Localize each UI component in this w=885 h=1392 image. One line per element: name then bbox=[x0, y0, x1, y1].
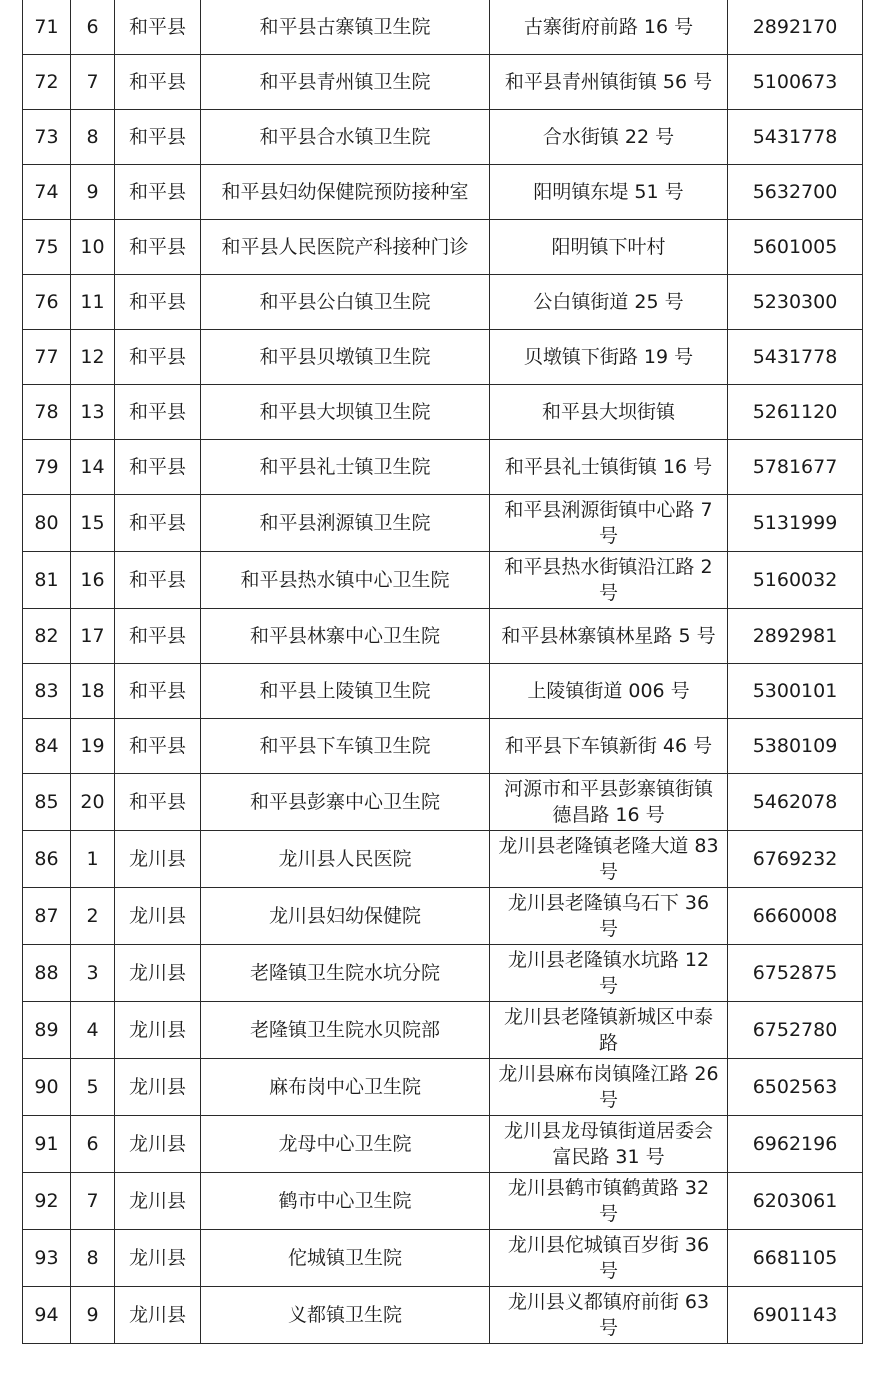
row-number: 84 bbox=[23, 719, 71, 774]
site-name: 和平县下车镇卫生院 bbox=[201, 719, 490, 774]
table-row bbox=[23, 774, 863, 831]
row-number: 72 bbox=[23, 55, 71, 110]
site-address: 古寨街府前路 16 号 bbox=[490, 0, 728, 55]
row-number: 73 bbox=[23, 110, 71, 165]
table-row bbox=[23, 385, 863, 440]
county-index: 18 bbox=[71, 664, 115, 719]
county-index: 13 bbox=[71, 385, 115, 440]
county-index: 14 bbox=[71, 440, 115, 495]
county-name: 龙川县 bbox=[115, 1116, 201, 1173]
site-address: 和平县大坝街镇 bbox=[490, 385, 728, 440]
site-phone: 2892170 bbox=[728, 0, 863, 55]
table-row bbox=[23, 495, 863, 552]
site-phone: 5781677 bbox=[728, 440, 863, 495]
site-address: 和平县青州镇街镇 56 号 bbox=[490, 55, 728, 110]
table-body bbox=[23, 0, 863, 1344]
county-name: 龙川县 bbox=[115, 831, 201, 888]
county-name: 和平县 bbox=[115, 774, 201, 831]
row-number: 83 bbox=[23, 664, 71, 719]
table-row bbox=[23, 0, 863, 55]
row-number: 74 bbox=[23, 165, 71, 220]
site-name: 和平县妇幼保健院预防接种室 bbox=[201, 165, 490, 220]
county-index: 6 bbox=[71, 0, 115, 55]
site-name: 麻布岗中心卫生院 bbox=[201, 1059, 490, 1116]
county-index: 1 bbox=[71, 831, 115, 888]
site-phone: 6681105 bbox=[728, 1230, 863, 1287]
site-address: 龙川县义都镇府前街 63 号 bbox=[490, 1287, 728, 1344]
site-phone: 5131999 bbox=[728, 495, 863, 552]
row-number: 79 bbox=[23, 440, 71, 495]
table-row bbox=[23, 552, 863, 609]
table-row bbox=[23, 330, 863, 385]
county-index: 8 bbox=[71, 110, 115, 165]
county-index: 19 bbox=[71, 719, 115, 774]
site-address: 河源市和平县彭寨镇街镇德昌路 16 号 bbox=[490, 774, 728, 831]
county-index: 2 bbox=[71, 888, 115, 945]
county-index: 4 bbox=[71, 1002, 115, 1059]
site-phone: 5300101 bbox=[728, 664, 863, 719]
row-number: 77 bbox=[23, 330, 71, 385]
site-address: 上陵镇街道 006 号 bbox=[490, 664, 728, 719]
vaccination-sites-table-container bbox=[22, 0, 862, 1344]
table-row bbox=[23, 1002, 863, 1059]
site-name: 和平县林寨中心卫生院 bbox=[201, 609, 490, 664]
site-phone: 5601005 bbox=[728, 220, 863, 275]
table-row bbox=[23, 165, 863, 220]
site-phone: 6203061 bbox=[728, 1173, 863, 1230]
table-row bbox=[23, 664, 863, 719]
site-address: 龙川县鹤市镇鹤黄路 32 号 bbox=[490, 1173, 728, 1230]
county-name: 和平县 bbox=[115, 664, 201, 719]
table-row bbox=[23, 220, 863, 275]
county-index: 12 bbox=[71, 330, 115, 385]
county-name: 和平县 bbox=[115, 330, 201, 385]
site-address: 龙川县龙母镇街道居委会富民路 31 号 bbox=[490, 1116, 728, 1173]
site-name: 和平县礼士镇卫生院 bbox=[201, 440, 490, 495]
site-phone: 5230300 bbox=[728, 275, 863, 330]
site-name: 和平县古寨镇卫生院 bbox=[201, 0, 490, 55]
county-name: 和平县 bbox=[115, 110, 201, 165]
site-name: 和平县浰源镇卫生院 bbox=[201, 495, 490, 552]
site-phone: 5160032 bbox=[728, 552, 863, 609]
site-name: 佗城镇卫生院 bbox=[201, 1230, 490, 1287]
site-address: 和平县热水街镇沿江路 2 号 bbox=[490, 552, 728, 609]
row-number: 75 bbox=[23, 220, 71, 275]
row-number: 87 bbox=[23, 888, 71, 945]
table-row bbox=[23, 1116, 863, 1173]
county-name: 和平县 bbox=[115, 220, 201, 275]
row-number: 85 bbox=[23, 774, 71, 831]
county-index: 7 bbox=[71, 1173, 115, 1230]
county-index: 9 bbox=[71, 1287, 115, 1344]
county-name: 和平县 bbox=[115, 609, 201, 664]
county-name: 龙川县 bbox=[115, 1173, 201, 1230]
table-row bbox=[23, 719, 863, 774]
site-address: 和平县下车镇新街 46 号 bbox=[490, 719, 728, 774]
table-row bbox=[23, 831, 863, 888]
county-name: 和平县 bbox=[115, 440, 201, 495]
county-index: 16 bbox=[71, 552, 115, 609]
site-phone: 6769232 bbox=[728, 831, 863, 888]
site-name: 老隆镇卫生院水坑分院 bbox=[201, 945, 490, 1002]
county-index: 11 bbox=[71, 275, 115, 330]
site-address: 龙川县老隆镇新城区中泰路 bbox=[490, 1002, 728, 1059]
site-name: 义都镇卫生院 bbox=[201, 1287, 490, 1344]
row-number: 88 bbox=[23, 945, 71, 1002]
site-address: 龙川县老隆镇水坑路 12 号 bbox=[490, 945, 728, 1002]
county-index: 9 bbox=[71, 165, 115, 220]
row-number: 71 bbox=[23, 0, 71, 55]
table-row bbox=[23, 1059, 863, 1116]
site-name: 鹤市中心卫生院 bbox=[201, 1173, 490, 1230]
county-name: 和平县 bbox=[115, 719, 201, 774]
county-name: 和平县 bbox=[115, 0, 201, 55]
site-address: 龙川县老隆镇乌石下 36 号 bbox=[490, 888, 728, 945]
site-name: 和平县上陵镇卫生院 bbox=[201, 664, 490, 719]
table-row bbox=[23, 1287, 863, 1344]
site-name: 和平县彭寨中心卫生院 bbox=[201, 774, 490, 831]
site-name: 和平县贝墩镇卫生院 bbox=[201, 330, 490, 385]
row-number: 94 bbox=[23, 1287, 71, 1344]
site-name: 龙川县妇幼保健院 bbox=[201, 888, 490, 945]
site-phone: 5462078 bbox=[728, 774, 863, 831]
table-row bbox=[23, 110, 863, 165]
site-name: 和平县热水镇中心卫生院 bbox=[201, 552, 490, 609]
site-address: 和平县礼士镇街镇 16 号 bbox=[490, 440, 728, 495]
row-number: 78 bbox=[23, 385, 71, 440]
site-address: 和平县林寨镇林星路 5 号 bbox=[490, 609, 728, 664]
site-address: 公白镇街道 25 号 bbox=[490, 275, 728, 330]
site-address: 和平县浰源街镇中心路 7 号 bbox=[490, 495, 728, 552]
county-name: 和平县 bbox=[115, 55, 201, 110]
county-index: 3 bbox=[71, 945, 115, 1002]
site-address: 龙川县佗城镇百岁街 36 号 bbox=[490, 1230, 728, 1287]
vaccination-sites-table bbox=[22, 0, 863, 1344]
table-row bbox=[23, 1173, 863, 1230]
site-address: 龙川县麻布岗镇隆江路 26 号 bbox=[490, 1059, 728, 1116]
table-row bbox=[23, 609, 863, 664]
site-name: 和平县青州镇卫生院 bbox=[201, 55, 490, 110]
site-phone: 5431778 bbox=[728, 110, 863, 165]
table-row bbox=[23, 275, 863, 330]
site-name: 和平县人民医院产科接种门诊 bbox=[201, 220, 490, 275]
county-index: 15 bbox=[71, 495, 115, 552]
site-phone: 6660008 bbox=[728, 888, 863, 945]
county-index: 5 bbox=[71, 1059, 115, 1116]
site-name: 和平县合水镇卫生院 bbox=[201, 110, 490, 165]
table-row bbox=[23, 945, 863, 1002]
site-address: 合水街镇 22 号 bbox=[490, 110, 728, 165]
site-address: 龙川县老隆镇老隆大道 83 号 bbox=[490, 831, 728, 888]
row-number: 91 bbox=[23, 1116, 71, 1173]
site-phone: 6962196 bbox=[728, 1116, 863, 1173]
county-index: 10 bbox=[71, 220, 115, 275]
site-phone: 6752780 bbox=[728, 1002, 863, 1059]
site-name: 和平县大坝镇卫生院 bbox=[201, 385, 490, 440]
county-name: 龙川县 bbox=[115, 945, 201, 1002]
county-name: 龙川县 bbox=[115, 1002, 201, 1059]
site-address: 阳明镇东堤 51 号 bbox=[490, 165, 728, 220]
site-name: 龙母中心卫生院 bbox=[201, 1116, 490, 1173]
row-number: 76 bbox=[23, 275, 71, 330]
table-row bbox=[23, 440, 863, 495]
site-address: 贝墩镇下街路 19 号 bbox=[490, 330, 728, 385]
county-name: 龙川县 bbox=[115, 1287, 201, 1344]
site-address: 阳明镇下叶村 bbox=[490, 220, 728, 275]
county-index: 8 bbox=[71, 1230, 115, 1287]
county-name: 龙川县 bbox=[115, 888, 201, 945]
county-name: 和平县 bbox=[115, 385, 201, 440]
county-name: 和平县 bbox=[115, 165, 201, 220]
site-phone: 2892981 bbox=[728, 609, 863, 664]
county-index: 6 bbox=[71, 1116, 115, 1173]
site-phone: 6901143 bbox=[728, 1287, 863, 1344]
site-name: 老隆镇卫生院水贝院部 bbox=[201, 1002, 490, 1059]
row-number: 90 bbox=[23, 1059, 71, 1116]
site-name: 龙川县人民医院 bbox=[201, 831, 490, 888]
site-phone: 5632700 bbox=[728, 165, 863, 220]
county-name: 和平县 bbox=[115, 495, 201, 552]
site-phone: 5431778 bbox=[728, 330, 863, 385]
row-number: 93 bbox=[23, 1230, 71, 1287]
site-phone: 5380109 bbox=[728, 719, 863, 774]
row-number: 81 bbox=[23, 552, 71, 609]
table-row bbox=[23, 1230, 863, 1287]
row-number: 86 bbox=[23, 831, 71, 888]
row-number: 80 bbox=[23, 495, 71, 552]
table-row bbox=[23, 55, 863, 110]
row-number: 89 bbox=[23, 1002, 71, 1059]
county-index: 17 bbox=[71, 609, 115, 664]
table-row bbox=[23, 888, 863, 945]
site-phone: 5261120 bbox=[728, 385, 863, 440]
row-number: 82 bbox=[23, 609, 71, 664]
site-name: 和平县公白镇卫生院 bbox=[201, 275, 490, 330]
county-name: 龙川县 bbox=[115, 1059, 201, 1116]
county-index: 20 bbox=[71, 774, 115, 831]
site-phone: 5100673 bbox=[728, 55, 863, 110]
site-phone: 6752875 bbox=[728, 945, 863, 1002]
site-phone: 6502563 bbox=[728, 1059, 863, 1116]
row-number: 92 bbox=[23, 1173, 71, 1230]
county-name: 和平县 bbox=[115, 275, 201, 330]
county-index: 7 bbox=[71, 55, 115, 110]
county-name: 龙川县 bbox=[115, 1230, 201, 1287]
county-name: 和平县 bbox=[115, 552, 201, 609]
